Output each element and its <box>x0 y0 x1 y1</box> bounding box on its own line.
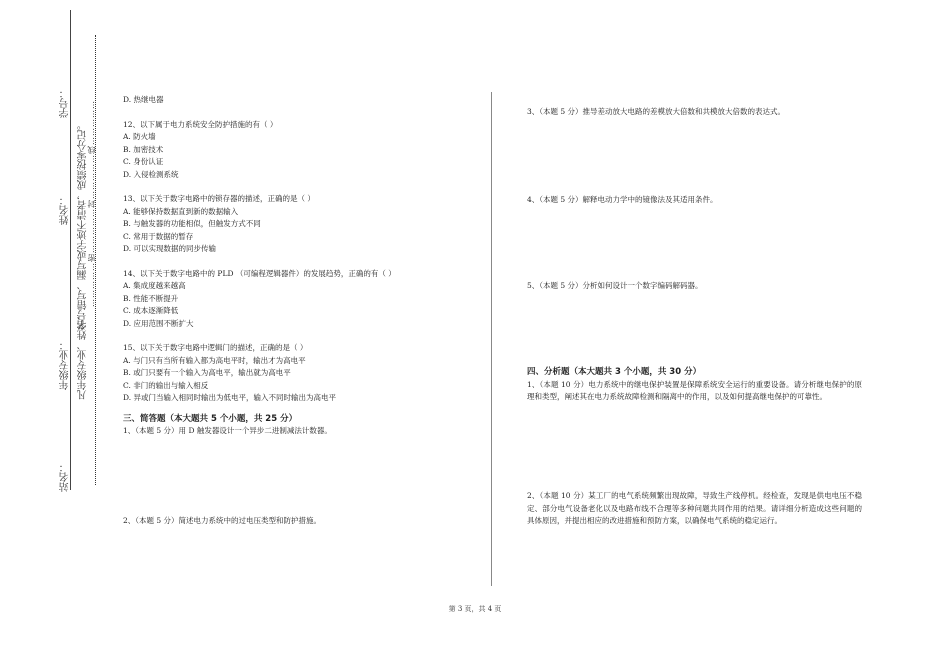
q14-option: A. 集成度越来越高 <box>123 281 186 290</box>
q11-option-d: D. 热继电器 <box>123 95 164 104</box>
short-answer-1: 1、（本题 5 分）用 D 触发器设计一个异步二进制减法计数器。 <box>123 426 332 435</box>
section-4-heading: 四、分析题（本大题共 3 个小题，共 30 分） <box>527 367 702 377</box>
q12-option: B. 加密技术 <box>123 144 164 154</box>
q13-option: B. 与触发器的功能相似，但触发方式不同 <box>123 219 261 228</box>
q15-option: B. 或门只要有一个输入为高电平，输出就为高电平 <box>123 368 291 377</box>
margin-seal-text: ……………密……………封……………线…………… <box>87 100 96 307</box>
margin-kaochang: 站名： <box>60 462 71 492</box>
margin-line-1 <box>70 10 71 490</box>
q15-option: C. 非门的输出与输入相反 <box>123 380 209 390</box>
q12-option: C. 身份认证 <box>123 157 164 166</box>
q14-option: B. 性能不断提升 <box>123 293 179 303</box>
margin-nianji: 年级专业： <box>60 340 71 390</box>
q13-stem: 13、以下关于数字电路中的锁存器的描述，正确的是（ ） <box>123 194 315 203</box>
short-answer-4: 4、（本题 5 分）解释电动力学中的镜像法及其适用条件。 <box>527 195 718 204</box>
q15-option: D. 异或门当输入相同时输出为低电平，输入不同时输出为高电平 <box>123 393 337 402</box>
q14-option: D. 应用范围不断扩大 <box>123 318 194 328</box>
page-number: 第 3 页，共 4 页 <box>448 605 502 613</box>
q15-stem: 15、以下关于数字电路中逻辑门的描述，正确的是（ ） <box>123 343 308 352</box>
q13-option: D. 可以实现数据的同步传输 <box>123 244 217 253</box>
margin-notice: 学号错写、漏写或字迹不清者，成绩按零分记。 <box>78 120 89 330</box>
q13-option: A. 能够保持数据直到新的数据输入 <box>123 206 239 216</box>
section-3-heading: 三、简答题（本大题共 5 个小题，共 25 分） <box>123 413 298 424</box>
short-answer-2: 2、（本题 5 分）简述电力系统中的过电压类型和防护措施。 <box>123 516 322 525</box>
q12-stem: 12、以下属于电力系统安全防护措施的有（ ） <box>123 119 278 129</box>
q14-stem: 14、以下关于数字电路中的 PLD （可编程逻辑器件）的发展趋势，正确的有（ ） <box>123 268 396 278</box>
analysis-1: 1、（本题 10 分）电力系统中的继电保护装置是保障系统安全运行的重要设备。请分析继电保护的原理和类型，阐述其在电力系统故障检测和隔离中的作用，以及如何提高继电保护的可靠性。 <box>527 379 862 401</box>
column-divider <box>491 92 492 586</box>
margin-class-line: 凡年级专业、姓名、 <box>78 310 89 400</box>
short-answer-3: 3、（本题 5 分）推导差动放大电路的差模放大倍数和共模放大倍数的表达式。 <box>527 107 786 116</box>
margin-xingming: 姓名： <box>60 195 71 225</box>
margin-xuehao: 学号： <box>60 88 71 118</box>
q14-option: C. 成本逐渐降低 <box>123 306 179 315</box>
left-column <box>123 94 478 438</box>
q12-option: A. 防火墙 <box>123 132 156 141</box>
section-4-block <box>527 366 862 404</box>
q15-option: A. 与门只有当所有输入都为高电平时，输出才为高电平 <box>123 355 306 365</box>
q12-option: D. 入侵检测系统 <box>123 169 179 179</box>
q13-option: C. 常用于数据的暂存 <box>123 231 194 241</box>
short-answer-5: 5、（本题 5 分）分析如何设计一个数字编码解码器。 <box>527 281 703 290</box>
analysis-2: 2、（本题 10 分）某工厂的电气系统频繁出现故障，导致生产线停机。经检查，发现是供电电压不稳定、部分电气设备老化以及电路布线不合理等多种问题共同作用的结果。请详细分析造成这些问题的具体原因，并提出相应的改进措施和预防方案，以确保电气系统的稳定运行。 <box>527 491 862 525</box>
